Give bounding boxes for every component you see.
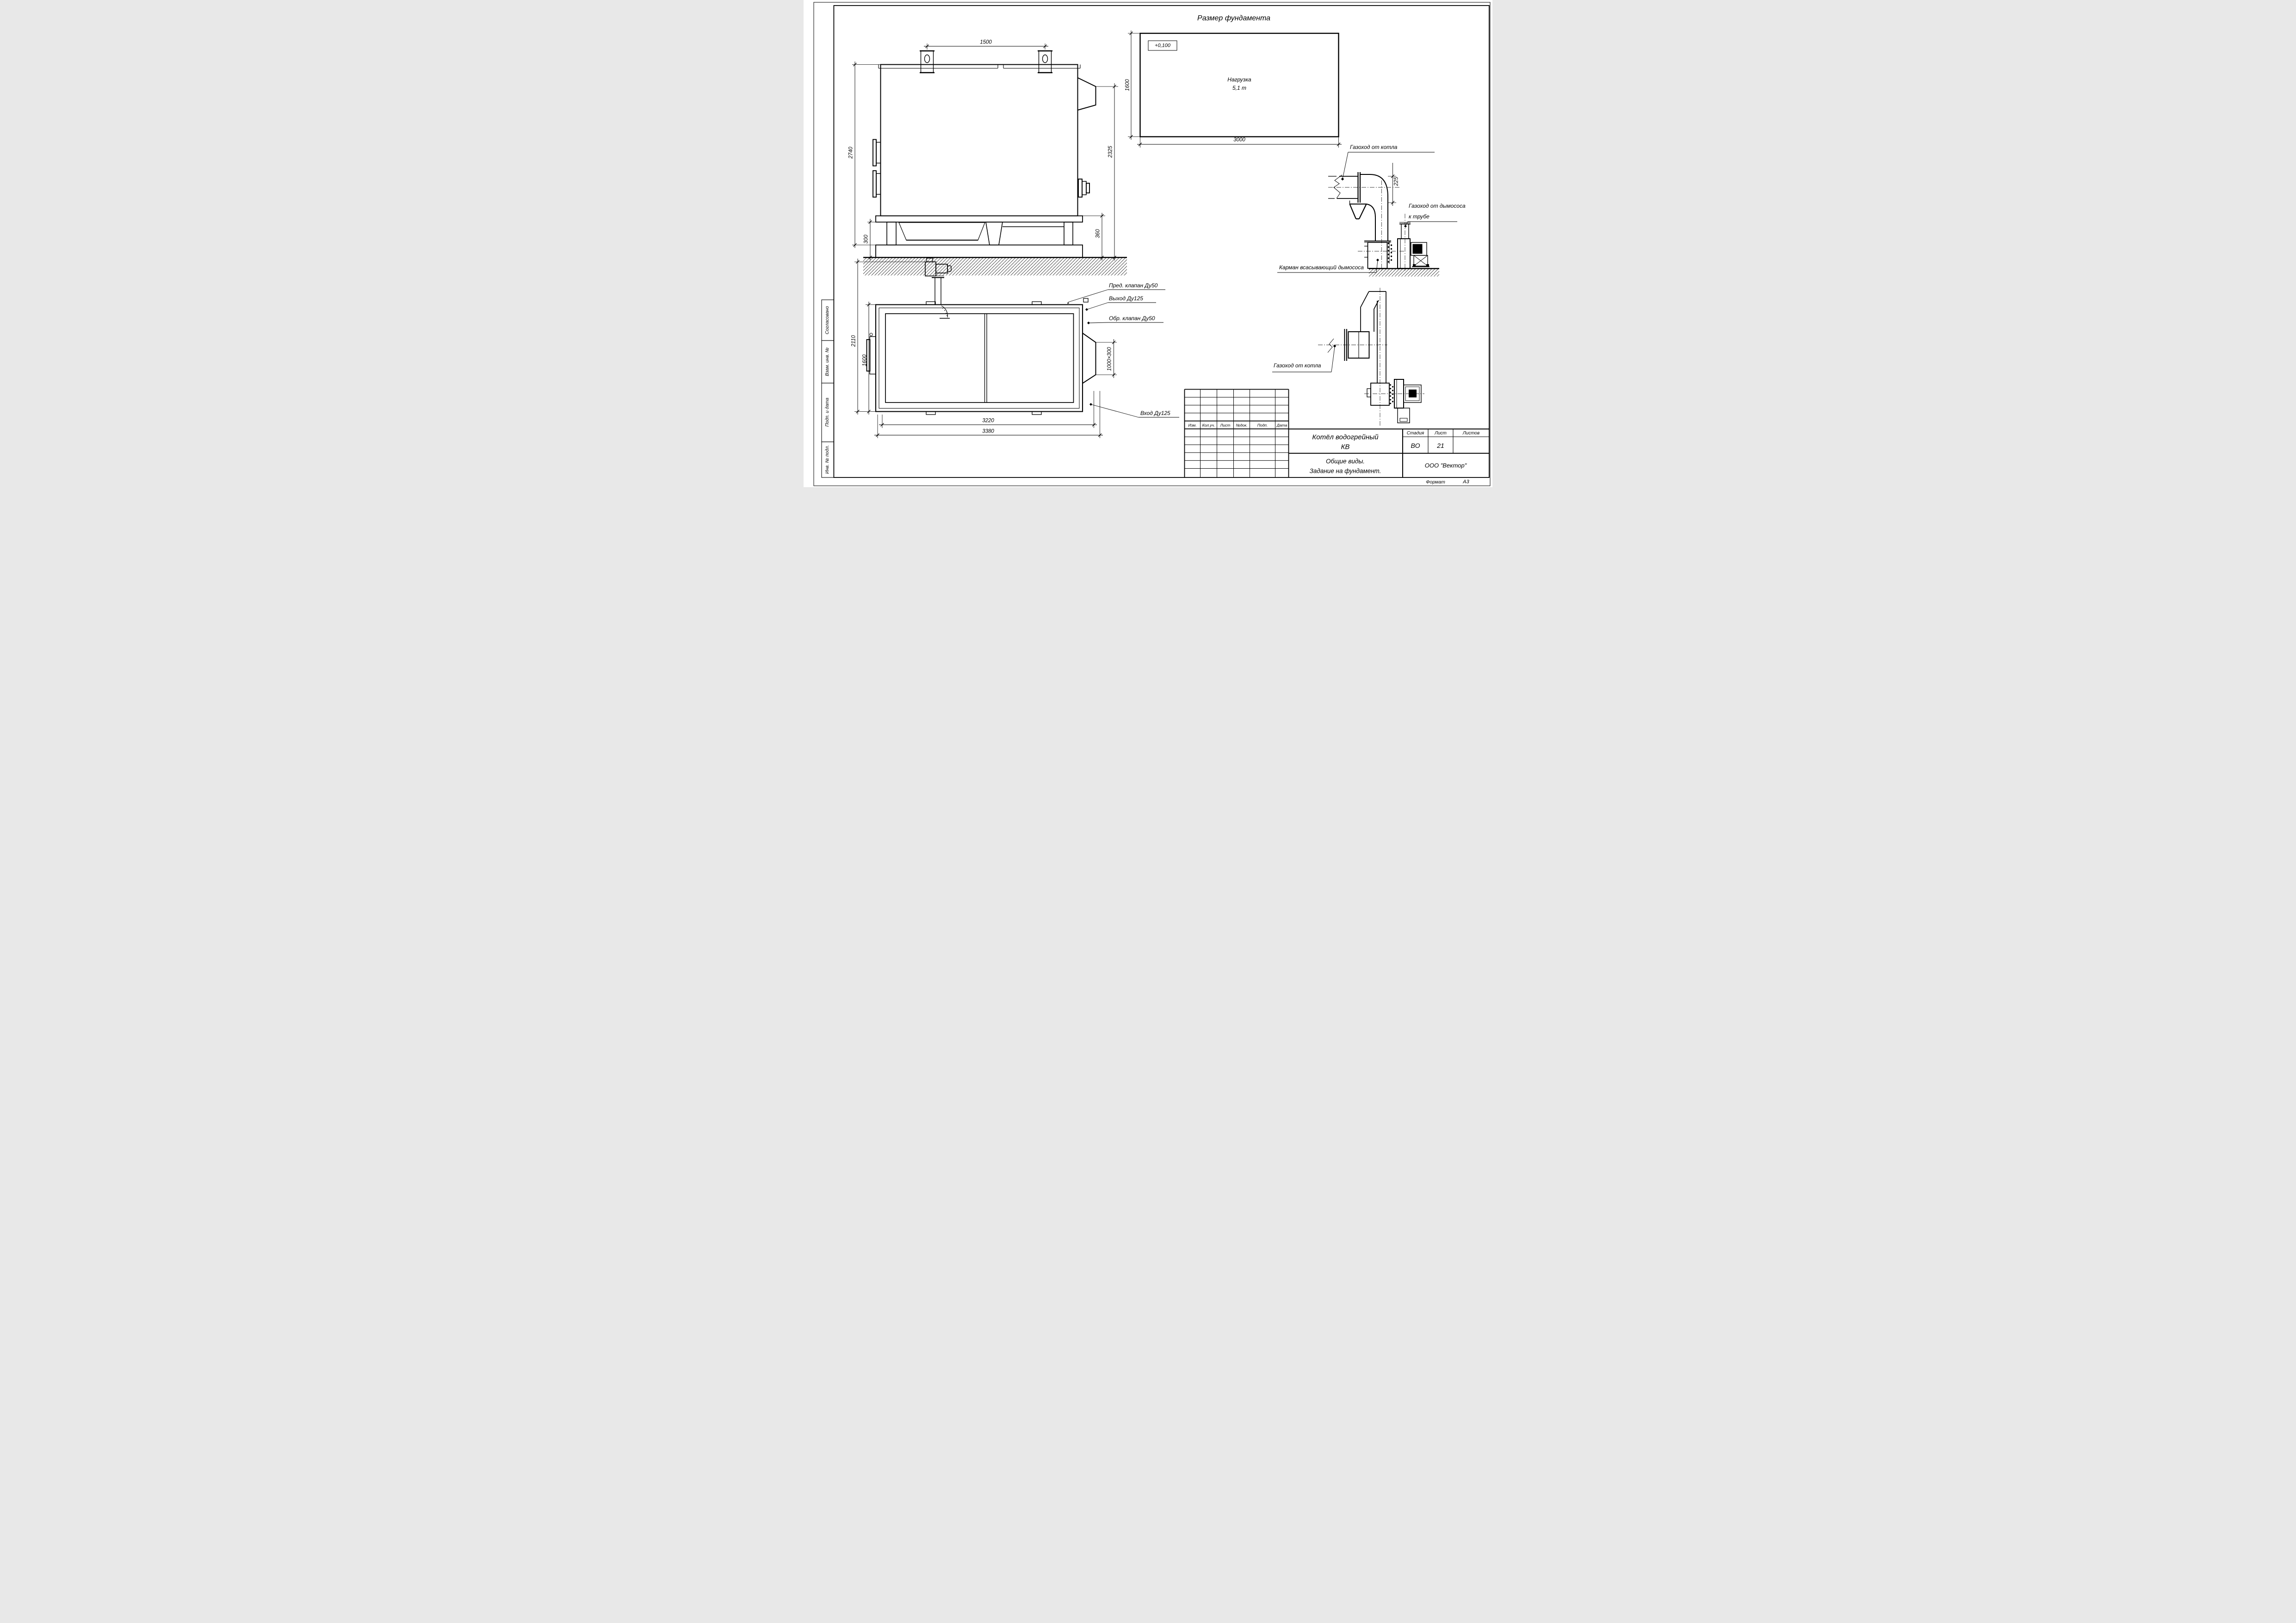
load-label: Нагрузка <box>1227 76 1251 83</box>
format-value: А3 <box>1463 479 1469 485</box>
sheets-label: Листов <box>1462 430 1480 436</box>
margin-sign-date: Подп. и дата <box>825 397 830 427</box>
label-check-valve: Обр. клапан Ду50 <box>1109 315 1155 322</box>
support-frame <box>876 216 1083 258</box>
label-flue-to-stack-line1: Газоход от дымососа <box>1409 203 1466 209</box>
label-inlet: Вход Ду125 <box>1140 410 1170 416</box>
drawing-sheet <box>804 0 1492 487</box>
dim-plan-body-width: 1600 <box>862 354 868 366</box>
plan-left-port <box>867 333 876 374</box>
margin-approved: Согласовано <box>825 306 830 335</box>
dim-lug-spacing: 1500 <box>980 39 992 45</box>
rev-col-data: Дата <box>1276 422 1287 427</box>
stage-value: ВО <box>1411 442 1420 449</box>
product-name-line1: Котёл водогрейный <box>1312 433 1379 441</box>
label-flue-to-stack-line2: к трубе <box>1409 213 1430 220</box>
rev-col-ndok: №док. <box>1236 422 1248 427</box>
dim-plan-body-length: 3220 <box>982 418 994 424</box>
foundation-plan-title: Размер фундамента <box>1197 14 1270 22</box>
product-name-line2: КВ <box>1341 443 1350 451</box>
sheet-label: Лист <box>1435 430 1447 436</box>
format-label: Формат <box>1426 479 1445 485</box>
dim-foundation-depth: 1600 <box>1125 79 1131 91</box>
margin-orig-inv: Инв. № подл. <box>825 445 830 474</box>
dim-base-height: 300 <box>863 235 869 244</box>
margin-replaced-inv: Взам. инв. № <box>825 347 830 376</box>
dim-outlet-height: 2325 <box>1108 146 1114 158</box>
lifting-lug-right <box>1038 51 1052 73</box>
left-nozzles <box>873 140 881 198</box>
stage-label: Стадия <box>1406 430 1424 436</box>
company-name: ООО "Вектор" <box>1424 462 1467 469</box>
dim-flue-opening: 1000×300 <box>1107 347 1113 371</box>
label-outlet: Выход Ду125 <box>1109 295 1143 302</box>
flue-elevation-linework <box>1277 152 1457 277</box>
lifting-lug-left <box>920 51 934 73</box>
doc-title-line2: Задание на фундамент. <box>1309 467 1381 475</box>
dim-boiler-height: 2740 <box>848 147 854 159</box>
label-safety-valve: Пред. клапан Ду50 <box>1109 282 1158 289</box>
rev-col-list: Лист <box>1220 422 1231 427</box>
label-suction-pocket: Карман всасывающий дымососа <box>1279 264 1364 271</box>
flue-plan-linework <box>1272 288 1424 426</box>
rev-col-koluch: Кол.уч. <box>1202 422 1215 427</box>
sheet-value: 21 <box>1437 442 1444 449</box>
elevation-mark: +0,100 <box>1155 43 1170 48</box>
rev-col-izm: Изм. <box>1188 422 1197 427</box>
rev-col-podp: Подп. <box>1257 422 1268 427</box>
load-value: 5,1 т <box>1232 85 1247 91</box>
right-nozzle <box>1078 179 1089 197</box>
dim-plan-overall-length: 3380 <box>982 428 994 434</box>
dim-flue-offset: 225 <box>1393 177 1399 186</box>
boiler-side-view-linework <box>852 43 1127 276</box>
dim-foundation-width: 3000 <box>1233 137 1245 143</box>
doc-title-line1: Общие виды. <box>1325 458 1365 465</box>
dim-frame-height: 360 <box>1095 229 1101 238</box>
label-flue-from-boiler: Газоход от котла <box>1350 144 1398 150</box>
leader-arrows <box>1067 302 1092 406</box>
label-flue-plan-from-boiler: Газоход от котла <box>1274 362 1321 369</box>
dim-plan-overall-width: 2110 <box>851 335 857 347</box>
